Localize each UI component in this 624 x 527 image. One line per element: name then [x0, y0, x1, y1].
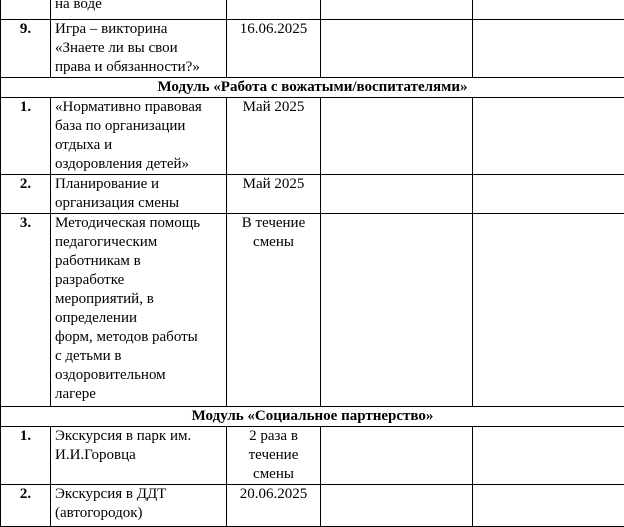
event-date: Май 2025 [243, 176, 305, 192]
event-cell [51, 214, 227, 407]
responsible-cell [321, 175, 473, 214]
date-cell [227, 214, 321, 407]
responsible-cell [321, 485, 473, 527]
event-text: Методическая помощь педагогическим работникам в разработке мероприятий, в определении форм, методов работы с детьми в оздоровительном лагере [55, 215, 200, 402]
date-cell [227, 0, 321, 20]
event-date: 20.06.2025 [240, 486, 308, 502]
event-cell [51, 175, 227, 214]
module-header-row [1, 407, 624, 427]
row-number-cell [1, 20, 51, 78]
note-cell [473, 0, 624, 20]
event-text: на воде [55, 0, 102, 12]
note-cell [473, 214, 624, 407]
table-row [1, 427, 624, 485]
row-number-cell [1, 427, 51, 485]
module-title: Модуль «Социальное партнерство» [192, 408, 434, 424]
date-cell [227, 427, 321, 485]
note-cell [473, 98, 624, 175]
table-row [1, 98, 624, 175]
responsible-cell [321, 20, 473, 78]
responsible-cell [321, 98, 473, 175]
row-number-cell [1, 98, 51, 175]
table-row [1, 0, 624, 20]
event-cell [51, 427, 227, 485]
event-cell [51, 20, 227, 78]
row-number-cell [1, 485, 51, 527]
responsible-cell [321, 427, 473, 485]
row-number: 2. [20, 176, 31, 192]
module-header-row [1, 78, 624, 98]
row-number: 1. [20, 428, 31, 444]
note-cell [473, 485, 624, 527]
row-number-cell [1, 0, 51, 20]
note-cell [473, 20, 624, 78]
event-date: Май 2025 [243, 99, 305, 115]
event-date: 16.06.2025 [240, 21, 308, 37]
row-number: 9. [20, 21, 31, 37]
note-cell [473, 175, 624, 214]
row-number: 3. [20, 215, 31, 231]
table-row [1, 20, 624, 78]
event-text: Экскурсия в ДДТ (автогородок) [55, 486, 166, 521]
event-cell [51, 98, 227, 175]
table-row [1, 485, 624, 527]
event-cell [51, 485, 227, 527]
row-number-cell [1, 214, 51, 407]
row-number: 1. [20, 99, 31, 115]
table-row [1, 214, 624, 407]
note-cell [473, 427, 624, 485]
responsible-cell [321, 0, 473, 20]
event-date: 2 раза в течение смены [249, 428, 299, 482]
row-number-cell [1, 175, 51, 214]
event-text: Экскурсия в парк им. И.И.Горовца [55, 428, 191, 463]
date-cell [227, 20, 321, 78]
date-cell [227, 98, 321, 175]
table-row [1, 175, 624, 214]
event-date: В течение смены [242, 215, 306, 250]
row-number: 2. [20, 486, 31, 502]
event-cell [51, 0, 227, 20]
date-cell [227, 485, 321, 527]
module-title-cell [1, 78, 624, 98]
responsible-cell [321, 214, 473, 407]
date-cell [227, 175, 321, 214]
event-text: Планирование и организация смены [55, 176, 179, 211]
event-text: Игра – викторина «Знаете ли вы свои права и обязанности?» [55, 21, 200, 75]
module-title-cell [1, 407, 624, 427]
event-text: «Нормативно правовая база по организации отдыха и оздоровления детей» [55, 99, 202, 172]
module-title: Модуль «Работа с вожатыми/воспитателями» [157, 79, 467, 95]
